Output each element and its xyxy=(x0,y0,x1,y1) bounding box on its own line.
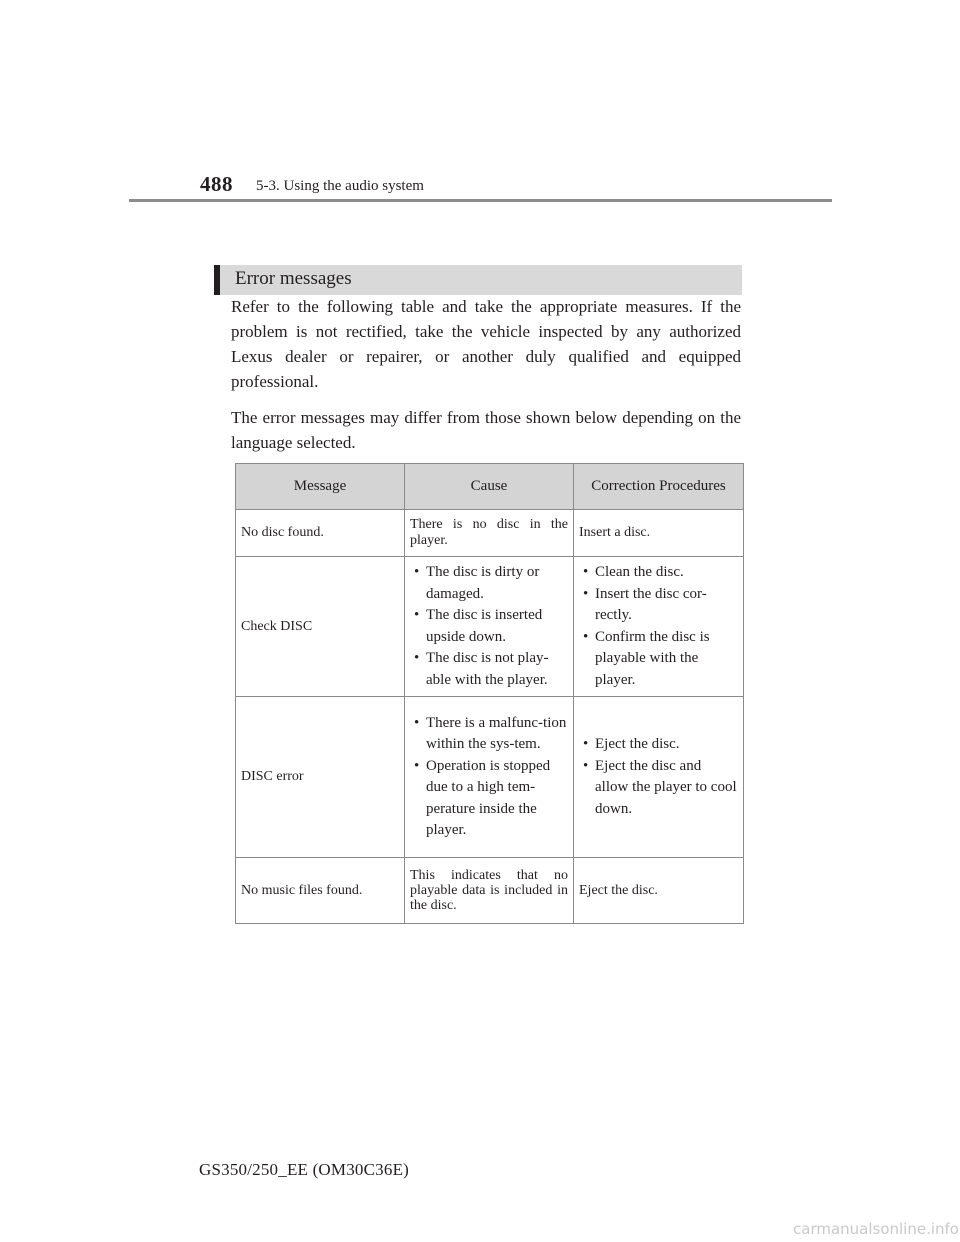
message-cell: DISC error xyxy=(236,697,405,858)
column-header-cause: Cause xyxy=(405,464,574,510)
list-item: • Eject the disc. xyxy=(581,734,738,756)
table-row xyxy=(236,557,744,697)
correction-cell xyxy=(574,697,744,858)
table-row xyxy=(236,697,744,858)
header-divider xyxy=(129,199,832,202)
language-note-paragraph: The error messages may differ from those shown below depending on the language selected. xyxy=(231,408,741,452)
cause-list xyxy=(406,713,572,842)
model-code-footer: GS350/250_EE (OM30C36E) xyxy=(199,1160,410,1179)
cause-list xyxy=(406,562,572,691)
watermark: carmanualsonline.info xyxy=(793,1220,959,1238)
list-item: • There is a malfunc-tion within the sys-tem. xyxy=(412,713,568,756)
error-messages-table xyxy=(235,463,744,924)
column-header-correction: Correction Procedures xyxy=(574,464,744,510)
cause-cell xyxy=(405,697,574,858)
heading-text: Error messages xyxy=(235,268,352,289)
cause-cell: This indicates that no playable data is included in the disc. xyxy=(405,858,574,924)
page-number: 488 xyxy=(200,172,233,196)
section-heading xyxy=(214,265,742,295)
message-cell: No music files found. xyxy=(236,858,405,924)
correction-cell xyxy=(574,557,744,697)
correction-list xyxy=(575,734,742,820)
list-item: • Confirm the disc is playable with the player. xyxy=(581,627,738,692)
cause-cell: There is no disc in the player. xyxy=(405,510,574,557)
list-item: • The disc is not play-able with the player. xyxy=(412,648,568,691)
intro-paragraph: Refer to the following table and take the appropriate measures. If the problem is not rectified, take the vehicle inspected by any authorized Lexus dealer or repairer, or another duly qualified and equipped professional. xyxy=(231,297,741,391)
message-cell: Check DISC xyxy=(236,557,405,697)
correction-cell: Eject the disc. xyxy=(574,858,744,924)
table-header-row xyxy=(236,464,744,510)
table-row xyxy=(236,858,744,924)
list-item: • Eject the disc and allow the player to cool down. xyxy=(581,756,738,821)
list-item: • Operation is stopped due to a high tem-perature inside the player. xyxy=(412,756,568,842)
column-header-message: Message xyxy=(236,464,405,510)
section-title: 5-3. Using the audio system xyxy=(256,178,424,194)
list-item: • The disc is dirty or damaged. xyxy=(412,562,568,605)
correction-list xyxy=(575,562,742,691)
table-row xyxy=(236,510,744,557)
list-item: • The disc is inserted upside down. xyxy=(412,605,568,648)
correction-cell: Insert a disc. xyxy=(574,510,744,557)
list-item: • Clean the disc. xyxy=(581,562,738,584)
message-cell: No disc found. xyxy=(236,510,405,557)
list-item: • Insert the disc cor-rectly. xyxy=(581,584,738,627)
cause-cell xyxy=(405,557,574,697)
